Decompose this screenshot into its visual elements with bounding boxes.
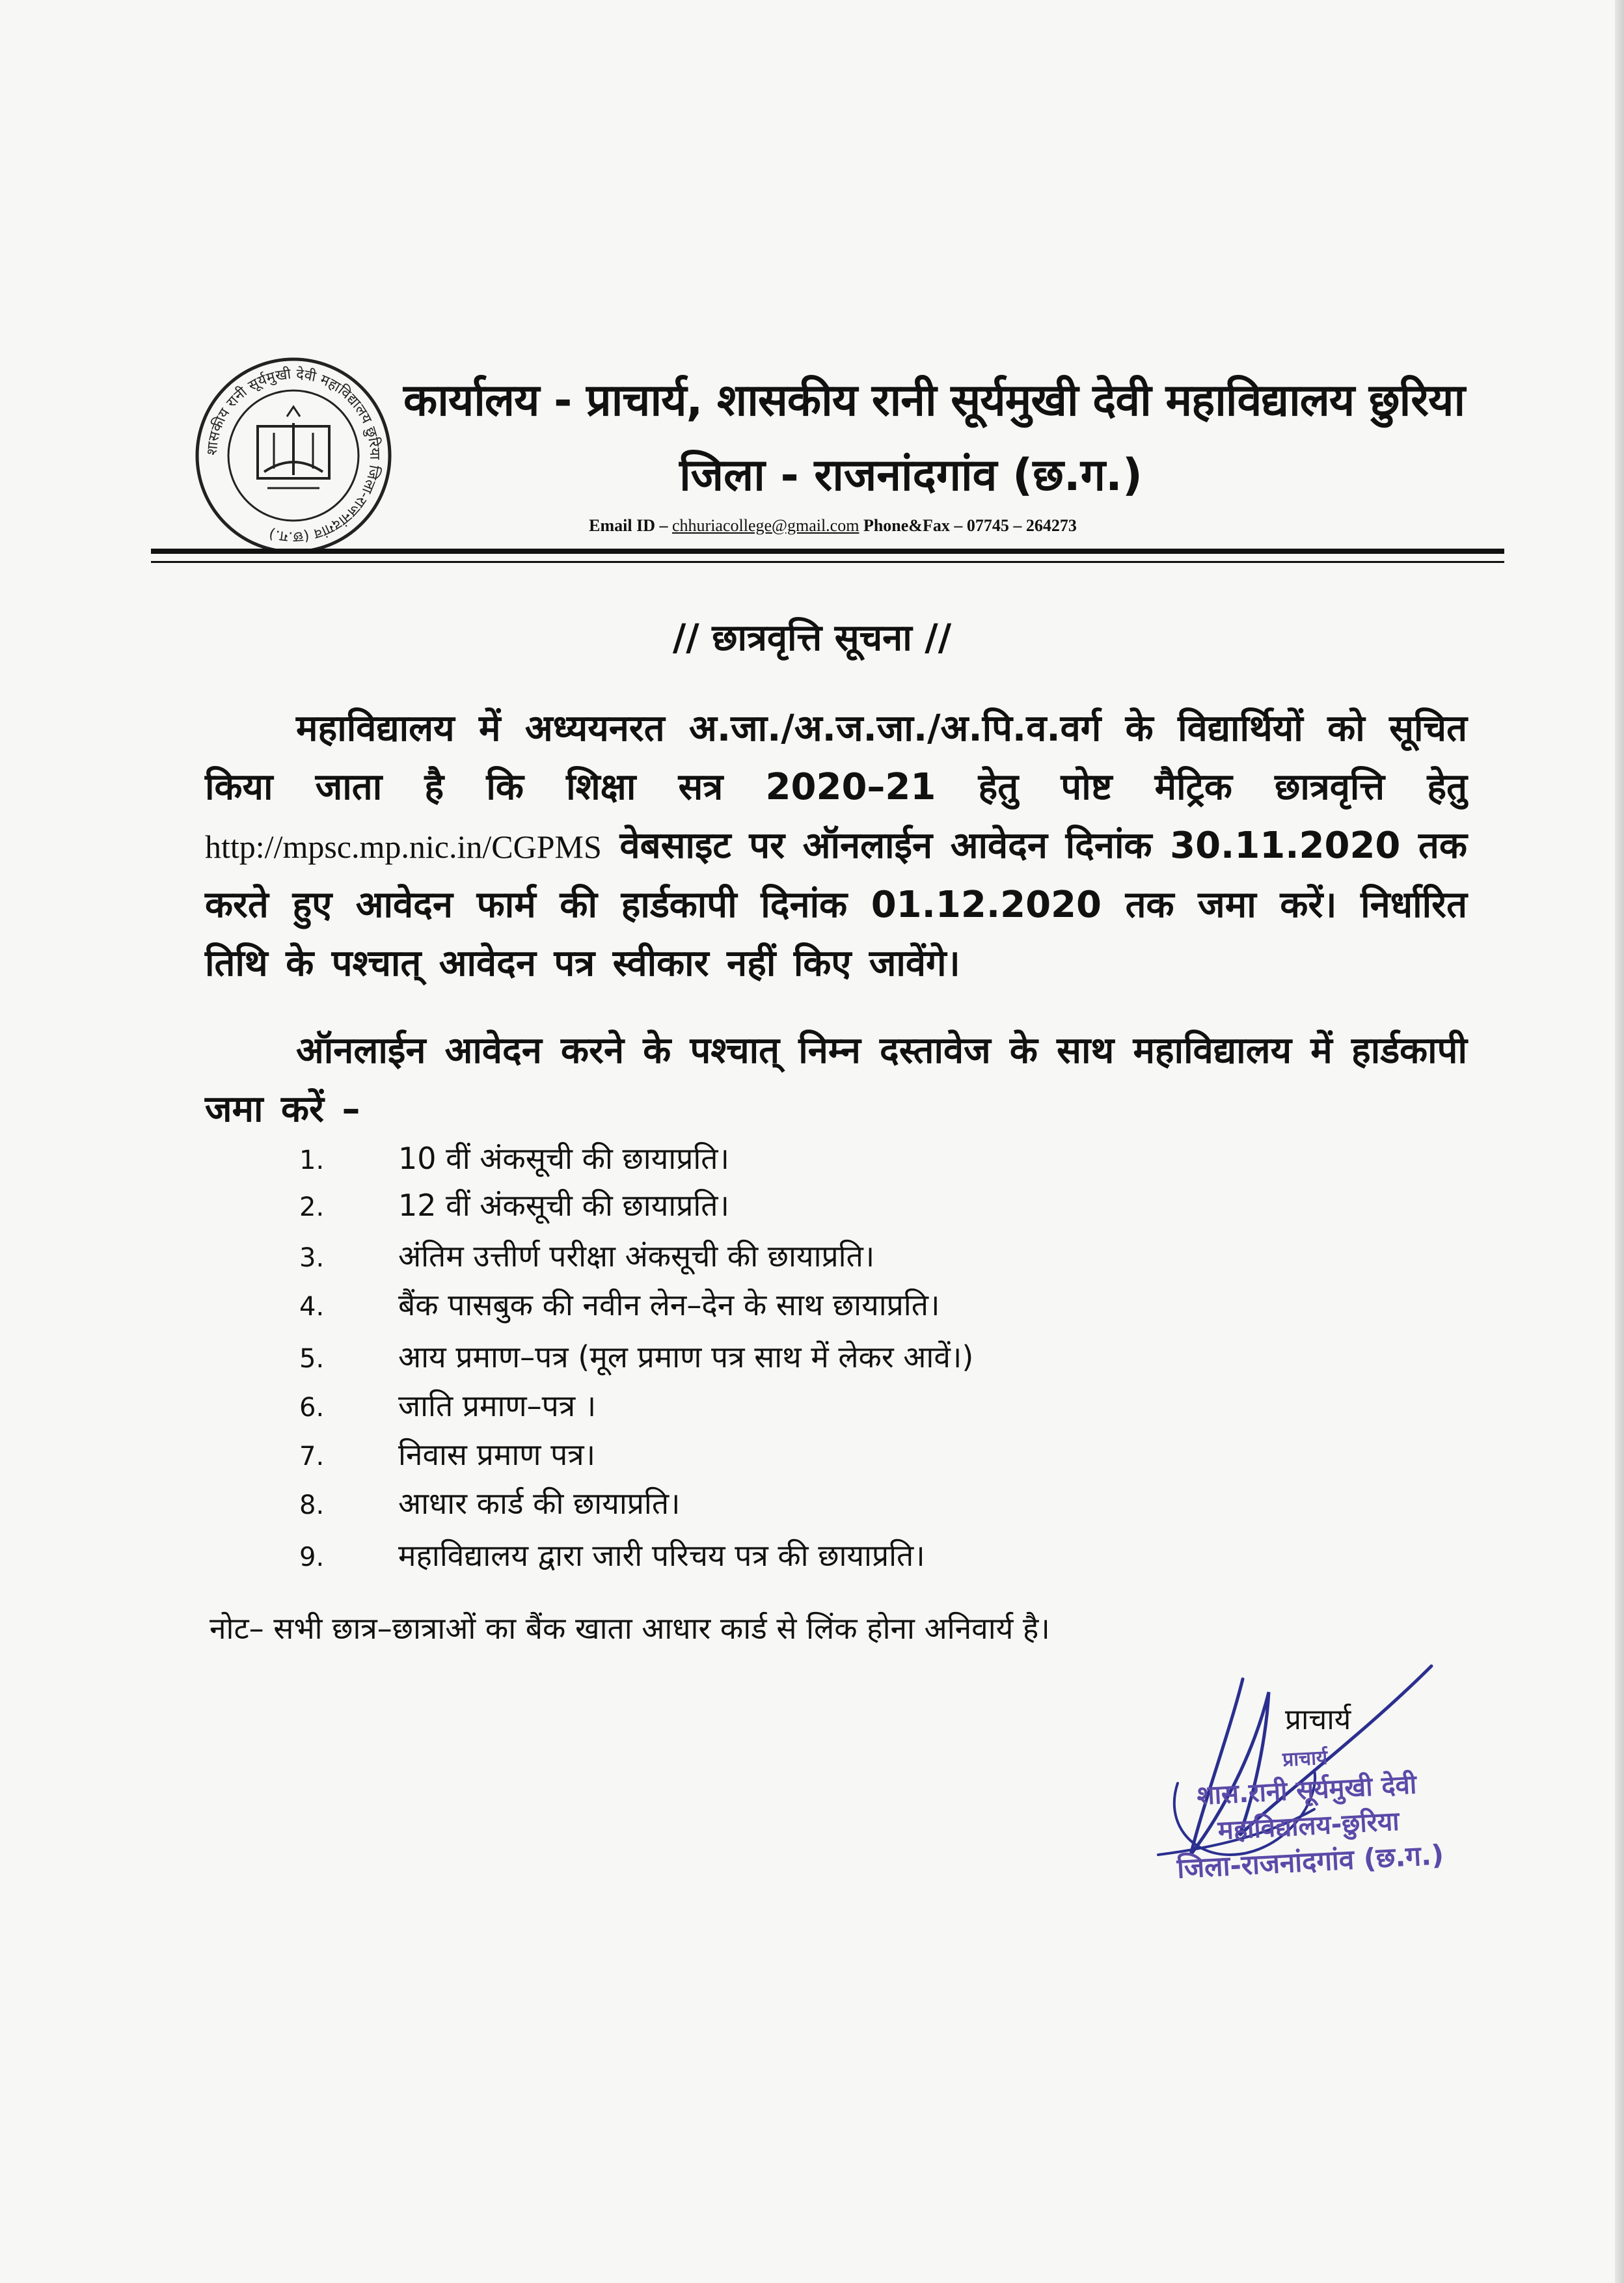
list-item-text: महाविद्यालय द्वारा जारी परिचय पत्र की छायाप्रति। (398, 1538, 925, 1573)
document-list-item (299, 1184, 1470, 1233)
letterhead (0, 0, 1624, 586)
list-item-number: 2. (299, 1192, 325, 1222)
email-label: Email ID – (589, 516, 672, 535)
list-item-number: 7. (299, 1442, 325, 1471)
list-item-number: 5. (299, 1344, 325, 1374)
list-item-number: 1. (299, 1145, 325, 1175)
letterhead-district: जिला - राजनांदगांव (छ.ग.) (679, 450, 1143, 501)
para1-text-a: महाविद्यालय में अध्ययनरत अ.जा./अ.ज.जा./अ.पि.व.वर्ग के विद्यार्थियों को सूचित किया जाता है कि शिक्षा सत्र 2020–21 हेतु पोष्ट मैट्रिक छात्रवृत्ति हेतु (205, 707, 1467, 808)
document-list-item (299, 1483, 1470, 1531)
document-list-item (299, 1235, 1470, 1283)
note-text: नोट– सभी छात्र–छात्राओं का बैंक खाता आधार कार्ड से लिंक होना अनिवार्य है। (210, 1611, 1050, 1646)
signatory-title: प्राचार्य (1285, 1703, 1351, 1736)
document-list-item (299, 1434, 1470, 1482)
list-item-text: जाति प्रमाण–पत्र । (398, 1388, 597, 1423)
document-list-item (299, 1284, 1470, 1332)
list-item-text: बैंक पासबुक की नवीन लेन–देन के साथ छायाप्रति। (398, 1287, 940, 1322)
contact-line (403, 516, 1262, 536)
notice-paragraph-2: ऑनलाईन आवेदन करने के पश्चात् निम्न दस्तावेज के साथ महाविद्यालय में हार्डकापी जमा करें – (205, 1030, 1467, 1130)
document-list-item (299, 1385, 1470, 1433)
list-item-number: 9. (299, 1542, 325, 1572)
stamp-line-2: महाविद्यालय-छुरिया (1217, 1806, 1400, 1846)
list-item-text: अंतिम उत्तीर्ण परीक्षा अंकसूची की छायाप्रति। (398, 1238, 875, 1274)
list-item-number: 3. (299, 1243, 325, 1273)
stamp-line-3: जिला-राजनांदगांव (छ.ग.) (1176, 1839, 1445, 1885)
list-item-text: आधार कार्ड की छायाप्रति। (398, 1486, 681, 1521)
scholarship-url[interactable]: http://mpsc.mp.nic.in/CGPMS (205, 828, 602, 865)
principal-stamp (1148, 1736, 1467, 1888)
list-item-text: निवास प्रमाण पत्र। (398, 1437, 596, 1472)
email-link[interactable]: chhuriacollege@gmail.com (672, 516, 859, 535)
college-seal-icon (193, 355, 394, 556)
notice-heading: // छात्रवृत्ति सूचना // (672, 617, 952, 659)
document-list-item (299, 1336, 1470, 1384)
list-item-number: 6. (299, 1393, 325, 1423)
para1-text-b: वेबसाइट पर ऑनलाईन आवेदन दिनांक 30.11.2020 तक करते हुए आवेदन फार्म की हार्डकापी दिनांक 01.12.2020 तक जमा करें। निर्धारित तिथि के पश्चात् आवेदन पत्र स्वीकार नहीं किए जावेंगे। (205, 825, 1467, 985)
notice-paragraph-1 (205, 700, 1467, 993)
stamp-line-1: शास.रानी सूर्यमुखी देवी (1196, 1770, 1418, 1811)
list-item-text: आय प्रमाण–पत्र (मूल प्रमाण पत्र साथ में लेकर आवें।) (398, 1339, 974, 1374)
list-item-text: 10 वीं अंकसूची की छायाप्रति। (398, 1141, 729, 1176)
seal-text: शासकीय रानी सूर्यमुखी देवी महाविद्यालय छुरिया जिला-राजनांदगांव (छ.ग.) (204, 366, 383, 545)
list-item-text: 12 वीं अंकसूची की छायाप्रति। (398, 1188, 729, 1223)
document-list-item (299, 1138, 1470, 1186)
list-item-number: 4. (299, 1292, 325, 1322)
list-item-number: 8. (299, 1490, 325, 1520)
document-list-item (299, 1535, 1470, 1583)
header-rule-thin (151, 561, 1504, 563)
stamp-line-0: प्राचार्य (1282, 1746, 1329, 1771)
header-rule-thick (151, 549, 1504, 554)
letterhead-title: कार्यालय - प्राचार्य, शासकीय रानी सूर्यमुखी देवी महाविद्यालय छुरिया (403, 375, 1465, 426)
phone-fax: Phone&Fax – 07745 – 264273 (859, 516, 1077, 535)
